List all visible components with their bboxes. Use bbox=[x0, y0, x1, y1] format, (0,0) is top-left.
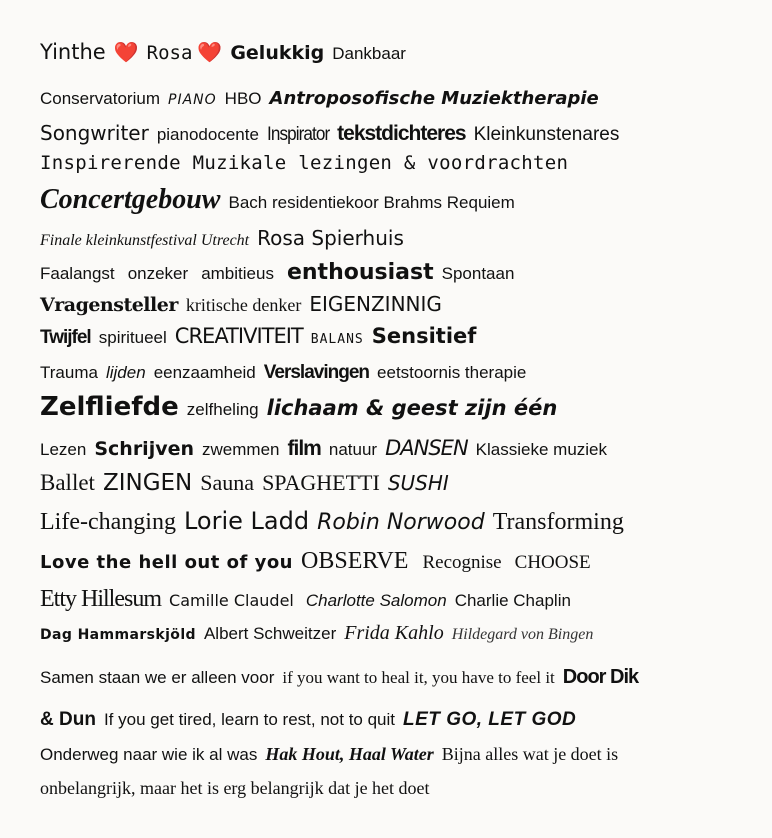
word-inspirator: Inspirator bbox=[266, 124, 330, 145]
heart-icon: ❤️ bbox=[113, 42, 139, 64]
line-19 bbox=[40, 709, 579, 731]
word-songwriter: Songwriter bbox=[40, 121, 149, 145]
word-spontaan: Spontaan bbox=[441, 264, 515, 283]
phrase-get-tired: If you get tired, learn to rest, not to quit bbox=[103, 710, 396, 729]
line-20 bbox=[40, 744, 621, 765]
word-lorie-ladd: Lorie Ladd bbox=[183, 507, 310, 535]
word-dankbaar: Dankbaar bbox=[332, 44, 406, 63]
line-14 bbox=[40, 507, 627, 536]
word-lezen: Lezen bbox=[40, 440, 87, 459]
word-recognise: Recognise bbox=[422, 552, 502, 573]
word-transforming: Transforming bbox=[492, 509, 624, 535]
word-hildegard: Hildegard von Bingen bbox=[451, 626, 594, 643]
word-zelfliefde: Zelfliefde bbox=[40, 392, 179, 422]
word-pianodocente: pianodocente bbox=[156, 125, 259, 144]
word-antroposofische: Antroposofische Muziektherapie bbox=[269, 88, 599, 109]
word-ambitieus: ambitieus bbox=[201, 264, 274, 283]
phrase-onbelangrijk: onbelangrijk, maar het is erg belangrijk dat je het doet bbox=[40, 778, 430, 798]
word-zelfheling: zelfheling bbox=[186, 400, 259, 419]
phrase-heal-it: if you want to heal it, you have to feel it bbox=[282, 668, 555, 687]
phrase-eetstoornis: eetstoornis therapie bbox=[377, 363, 527, 382]
word-choose: CHOOSE bbox=[514, 552, 591, 573]
word-robin-norwood: Robin Norwood bbox=[317, 510, 485, 535]
word-ballet: Ballet bbox=[40, 470, 95, 495]
word-lijden: lijden bbox=[105, 363, 146, 382]
line-3 bbox=[40, 121, 622, 146]
line-13 bbox=[40, 470, 452, 496]
word-zingen: ZINGEN bbox=[102, 470, 193, 496]
word-verslavingen: Verslavingen bbox=[263, 362, 370, 383]
word-camille-claudel: Camille Claudel bbox=[169, 591, 294, 610]
heart-icon: ❤️ bbox=[197, 42, 223, 64]
line-11 bbox=[40, 392, 560, 422]
word-trauma: Trauma bbox=[40, 363, 98, 382]
word-enthousiast: enthousiast bbox=[286, 260, 434, 285]
phrase-lezingen: Inspirerende Muzikale lezingen & voordrachten bbox=[40, 152, 569, 174]
word-dag-hammarskjold: Dag Hammarskjöld bbox=[40, 627, 196, 643]
word-albert-schweitzer: Albert Schweitzer bbox=[203, 624, 337, 643]
line-4 bbox=[40, 152, 571, 174]
phrase-love-the-hell: Love the hell out of you bbox=[40, 552, 293, 573]
word-rosa: Rosa bbox=[146, 42, 193, 64]
word-etty-hillesum: Etty Hillesum bbox=[40, 586, 161, 612]
line-16 bbox=[40, 586, 574, 613]
word-vragensteller: Vragensteller bbox=[40, 294, 178, 316]
line-17 bbox=[40, 622, 596, 645]
line-21 bbox=[40, 778, 433, 799]
word-creativiteit: CREATIVITEIT bbox=[174, 324, 303, 348]
word-sauna: Sauna bbox=[200, 470, 255, 495]
word-balans: BALANS bbox=[310, 332, 364, 347]
word-tekstdichteres: tekstdichteres bbox=[337, 122, 466, 145]
word-klassieke-muziek: Klassieke muziek bbox=[475, 440, 607, 459]
line-15 bbox=[40, 548, 594, 575]
line-8 bbox=[40, 292, 445, 316]
line-5 bbox=[40, 184, 518, 216]
word-spaghetti: SPAGHETTI bbox=[262, 470, 380, 495]
phrase-en-dun: & Dun bbox=[40, 709, 96, 730]
word-observe: OBSERVE bbox=[301, 548, 409, 574]
phrase-samen-staan: Samen staan we er alleen voor bbox=[40, 668, 275, 687]
phrase-hak-hout: Hak Hout, Haal Water bbox=[265, 744, 434, 764]
word-hbo: HBO bbox=[224, 89, 262, 108]
word-frida-kahlo: Frida Kahlo bbox=[344, 622, 444, 644]
phrase-let-go: LET GO, LET GOD bbox=[403, 709, 577, 730]
phrase-door-dik: Door Dik bbox=[562, 666, 639, 688]
phrase-onderweg: Onderweg naar wie ik al was bbox=[40, 745, 258, 764]
phrase-bijna-alles: Bijna alles wat je doet is bbox=[441, 744, 619, 764]
phrase-finale: Finale kleinkunstfestival Utrecht bbox=[40, 232, 250, 249]
phrase-bach: Bach residentiekoor Brahms Requiem bbox=[228, 193, 515, 212]
word-piano: PIANO bbox=[168, 92, 217, 108]
word-onzeker: onzeker bbox=[127, 264, 189, 283]
word-concertgebouw: Concertgebouw bbox=[40, 184, 221, 215]
word-gelukkig: Gelukkig bbox=[230, 42, 325, 64]
line-2 bbox=[40, 88, 602, 109]
word-rosa-spierhuis: Rosa Spierhuis bbox=[257, 226, 404, 250]
word-film: film bbox=[287, 437, 321, 460]
word-sushi: SUSHI bbox=[387, 471, 449, 495]
word-schrijven: Schrijven bbox=[94, 438, 195, 460]
word-spiritueel: spiritueel bbox=[98, 328, 167, 347]
line-9 bbox=[40, 324, 479, 349]
line-7 bbox=[40, 260, 517, 285]
word-sensitief: Sensitief bbox=[371, 324, 477, 348]
word-charlie-chaplin: Charlie Chaplin bbox=[454, 591, 571, 610]
word-life-changing: Life-changing bbox=[40, 509, 176, 535]
line-18 bbox=[40, 666, 641, 689]
word-zwemmen: zwemmen bbox=[202, 440, 280, 459]
line-10 bbox=[40, 362, 529, 384]
word-eigenzinnig: EIGENZINNIG bbox=[309, 292, 442, 316]
phrase-lichaam-geest: lichaam & geest zijn één bbox=[266, 396, 558, 420]
line-12 bbox=[40, 436, 610, 461]
word-eenzaamheid: eenzaamheid bbox=[153, 363, 256, 382]
word-natuur: natuur bbox=[328, 440, 378, 459]
word-conservatorium: Conservatorium bbox=[40, 89, 160, 108]
word-charlotte-salomon: Charlotte Salomon bbox=[305, 591, 447, 610]
word-yinthe: Yinthe bbox=[40, 40, 106, 64]
word-kritische-denker: kritische denker bbox=[185, 295, 302, 315]
word-twijfel: Twijfel bbox=[40, 327, 91, 348]
line-1 bbox=[40, 40, 409, 65]
line-6 bbox=[40, 226, 407, 250]
word-faalangst: Faalangst bbox=[40, 264, 115, 283]
word-kleinkunstenares: Kleinkunstenares bbox=[473, 124, 620, 145]
word-dansen: DANSEN bbox=[385, 436, 468, 460]
